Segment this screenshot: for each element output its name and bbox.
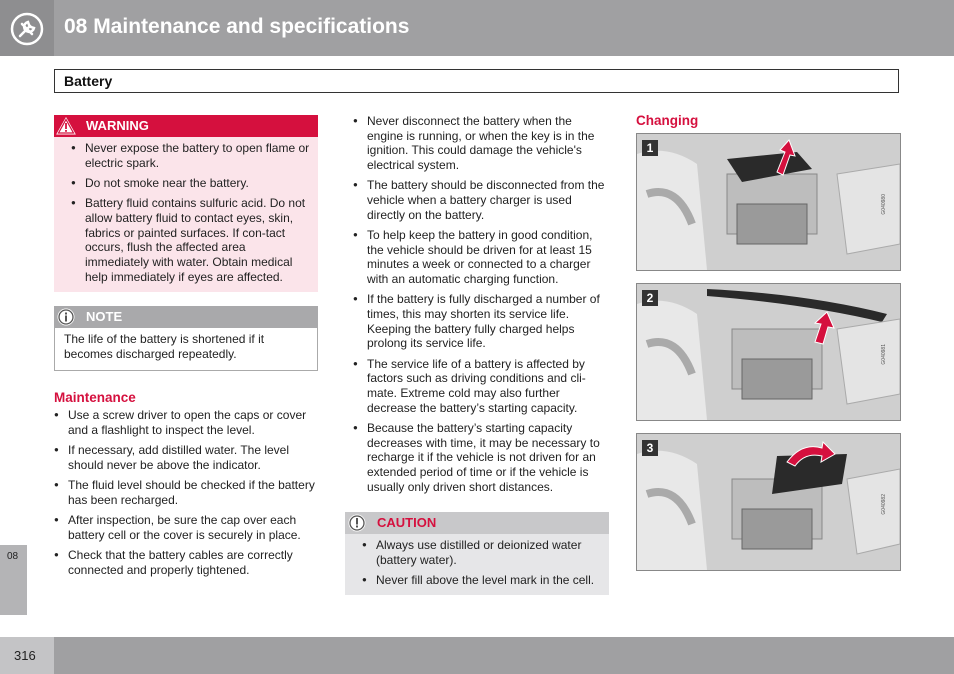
battery-photo-3 (636, 433, 901, 571)
maintenance-item: ● The fluid level should be checked if the battery has been recharged. (45, 478, 318, 507)
battery-info-item: ● To help keep the battery in good condition, the vehicle should be driven for at least 15 minutes a week or connected to a charger with an automatic charging function. (344, 228, 609, 287)
warning-header (54, 115, 318, 137)
battery-info-item: ● If the battery is fully discharged a number of times, this may shorten its service life. Keeping the battery fully charged helps prolong its service life. (344, 292, 609, 351)
caution-body (345, 534, 609, 596)
caution-label: CAUTION (377, 514, 437, 530)
right-column (636, 114, 901, 583)
section-title: Battery (64, 73, 113, 89)
maintenance-item: ● Check that the battery cables are correctly connected and properly tightened. (45, 548, 318, 577)
wrench-icon (10, 12, 44, 46)
maintenance-item: ● After inspection, be sure the cap over each battery cell or the cover is securely in place. (45, 513, 318, 542)
page-number: 316 (14, 648, 36, 663)
left-column (54, 115, 318, 583)
engine-bay-illustration (637, 284, 900, 420)
maintenance-item: ● Use a screw driver to open the caps or cover and a flashlight to inspect the level. (45, 408, 318, 437)
caution-header (345, 512, 609, 534)
note-header (54, 306, 318, 328)
step-number-badge: 3 (642, 440, 658, 456)
warning-label: WARNING (86, 118, 149, 133)
caution-item: ● Never fill above the level mark in the cell. (353, 573, 601, 588)
note-body (54, 328, 318, 370)
caution-item: ● Always use distilled or deionized water (battery water). (353, 538, 601, 567)
section-bar (54, 69, 899, 93)
chapter-side-tab (0, 545, 27, 615)
battery-info-item: ● The service life of a battery is affected by factors such as driving conditions and cli-mate. Extreme cold may also further decrease the battery’s starting capacity. (344, 357, 609, 416)
chapter-icon-box (0, 0, 54, 56)
changing-heading: Changing (636, 113, 699, 128)
warning-triangle-icon (56, 116, 76, 136)
info-icon (56, 307, 76, 327)
battery-info-item: ● The battery should be disconnected from the vehicle when a battery charger is used directly on the battery. (344, 178, 609, 222)
step-number-badge: 1 (642, 140, 658, 156)
battery-photo-1 (636, 133, 901, 271)
warning-item: ● Never expose the battery to open flame or electric spark. (62, 141, 310, 170)
maintenance-heading: Maintenance (54, 389, 136, 405)
warning-body (54, 137, 318, 292)
caution-exclamation-icon (347, 513, 367, 533)
chapter-title: 08 Maintenance and specifications (64, 15, 410, 38)
warning-item: ● Do not smoke near the battery. (62, 176, 310, 191)
battery-photo-2 (636, 283, 901, 421)
step-number-badge: 2 (642, 290, 658, 306)
image-code: G040982 (881, 493, 888, 515)
page-footer (0, 637, 954, 674)
maintenance-item: ● If necessary, add distilled water. The level should never be above the indicator. (45, 443, 318, 472)
battery-info-item: ● Because the battery’s starting capacity decreases with time, it may be necessary to recharge it if the vehicle is not driven for an extended period of time or if the vehicle is usually only driven short distances. (344, 421, 609, 495)
engine-bay-illustration (637, 434, 900, 570)
battery-info-item: ● Never disconnect the battery when the engine is running, or when the key is in the ignition. This could damage the vehicle's electrical system. (344, 114, 609, 173)
engine-bay-illustration (637, 134, 900, 270)
note-text: The life of the battery is shortened if it becomes discharged repeatedly. (64, 332, 265, 362)
side-tab-label: 08 (7, 551, 19, 562)
image-code: G040980 (881, 193, 888, 215)
warning-item: ● Battery fluid contains sulfuric acid. Do not allow battery fluid to contact eyes, skin, fabrics or painted surfaces. If con-tact occurs, flush the affected area immediately with water. Obtain medical help immediately if eyes are affected. (62, 196, 310, 284)
image-code: G040981 (881, 343, 888, 365)
middle-column (345, 114, 609, 595)
note-label: NOTE (86, 309, 123, 325)
